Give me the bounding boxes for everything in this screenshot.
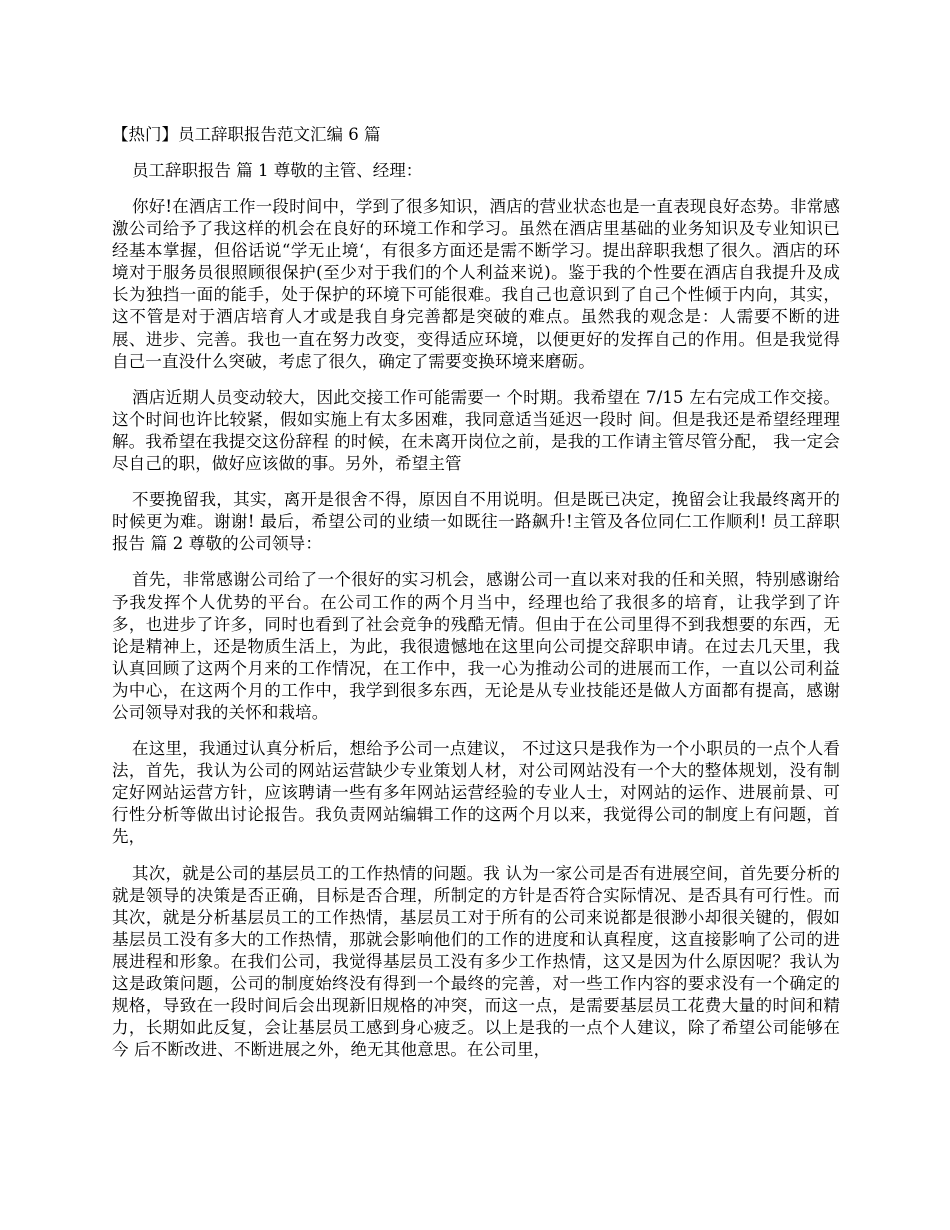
paragraph-2: 酒店近期人员变动较大，因此交接工作可能需要一 个时期。我希望在 7/15 左右完成工作交接。这个时间也许比较紧，假如实施上有太多困难，我同意适当延迟一段时 间。但是我还是希望经理理解。我希望在我提交这份辞程 的时候，在未离开岗位之前，是我的工作请主管尽管分配， 我一定会尽自己的职，做好应该做的事。另外，希望主管	[112, 387, 840, 474]
paragraph-6: 其次，就是公司的基层员工的工作热情的问题。我 认为一家公司是否有进展空间，首先要分析的就是领导的决策是否正确，目标是否合理，所制定的方针是否符合实际情况、是否具有可行性。而其次，就是分析基层员工的工作热情，基层员工对于所有的公司来说都是很渺小却很关键的，假如基层员工没有多大的工作热情，那就会影响他们的工作的进度和认真程度，这直接影响了公司的进展进程和形象。在我们公司，我觉得基层员工没有多少工作热情，这又是因为什么原因呢？我认为这是政策问题，公司的制度始终没有得到一个最终的完善，对一些工作内容的要求没有一个确定的规格，导致在一段时间后会出现新旧规格的冲突，而这一点，是需要基层员工花费大量的时间和精力，长期如此反复，会让基层员工感到身心疲乏。以上是我的一点个人建议，除了希望公司能够在今 后不断改进、不断进展之外，绝无其他意思。在公司里，	[112, 863, 840, 1060]
document-page	[112, 124, 840, 1075]
document-subtitle: 员工辞职报告 篇 1 尊敬的主管、经理：	[132, 161, 423, 180]
paragraph-5: 在这里，我通过认真分析后，想给予公司一点建议， 不过这只是我作为一个小职员的一点个人看法，首先，我认为公司的网站运营缺少专业策划人材，对公司网站没有一个大的整体规划，没有制定好网站运营方针，应该聘请一些有多年网站运营经验的专业人士，对网站的运作、进展前景、可行性分析等做出讨论报告。我负责网站编辑工作的这两个月以来，我觉得公司的制度上有问题，首先，	[112, 739, 840, 847]
paragraph-1: 你好!在酒店工作一段时间中，学到了很多知识，酒店的营业状态也是一直表现良好态势。非常感激公司给予了我这样的机会在良好的环境工作和学习。虽然在酒店里基础的业务知识及专业知识已经基本掌握，但俗话说“学无止境‘，有很多方面还是需不断学习。提出辞职我想了很久。酒店的环境对于服务员很照顾很保护(至少对于我们的个人利益来说)。鉴于我的个性要在酒店自我提升及成长为独挡一面的能手，处于保护的环境下可能很难。我自己也意识到了自己个性倾于内向，其实，这不管是对于酒店培育人才或是我自身完善都是突破的难点。虽然我的观念是：人需要不断的进展、进步、完善。我也一直在努力改变，变得适应环境，以便更好的发挥自己的作用。但是我觉得自己一直没什么突破，考虑了很久，确定了需要变换环境来磨砺。	[112, 197, 840, 371]
paragraph-4: 首先，非常感谢公司给了一个很好的实习机会，感谢公司一直以来对我的任和关照，特别感谢给予我发挥个人优势的平台。在公司工作的两个月当中，经理也给了我很多的培育，让我学到了许多，也进步了许多，同时也看到了社会竞争的残酷无情。但由于在公司里得不到我想要的东西，无论是精神上，还是物质生活上，为此，我很遗憾地在这里向公司提交辞职申请。在过去几天里，我认真回顾了这两个月来的工作情况，在工作中，我一心为推动公司的进展而工作，一直以公司利益为中心，在这两个月的工作中，我学到很多东西，无论是从专业技能还是做人方面都有提高，感谢公司领导对我的关怀和栽培。	[112, 570, 840, 722]
paragraph-3: 不要挽留我，其实，离开是很舍不得，原因自不用说明。但是既已决定，挽留会让我最终离开的时候更为难。谢谢! 最后，希望公司的业绩一如既往一路飙升!主管及各位同仁工作顺利! 员工辞职报告 篇 2 尊敬的公司领导：	[112, 490, 840, 554]
document-title: 【热门】员工辞职报告范文汇编 6 篇	[112, 125, 381, 144]
